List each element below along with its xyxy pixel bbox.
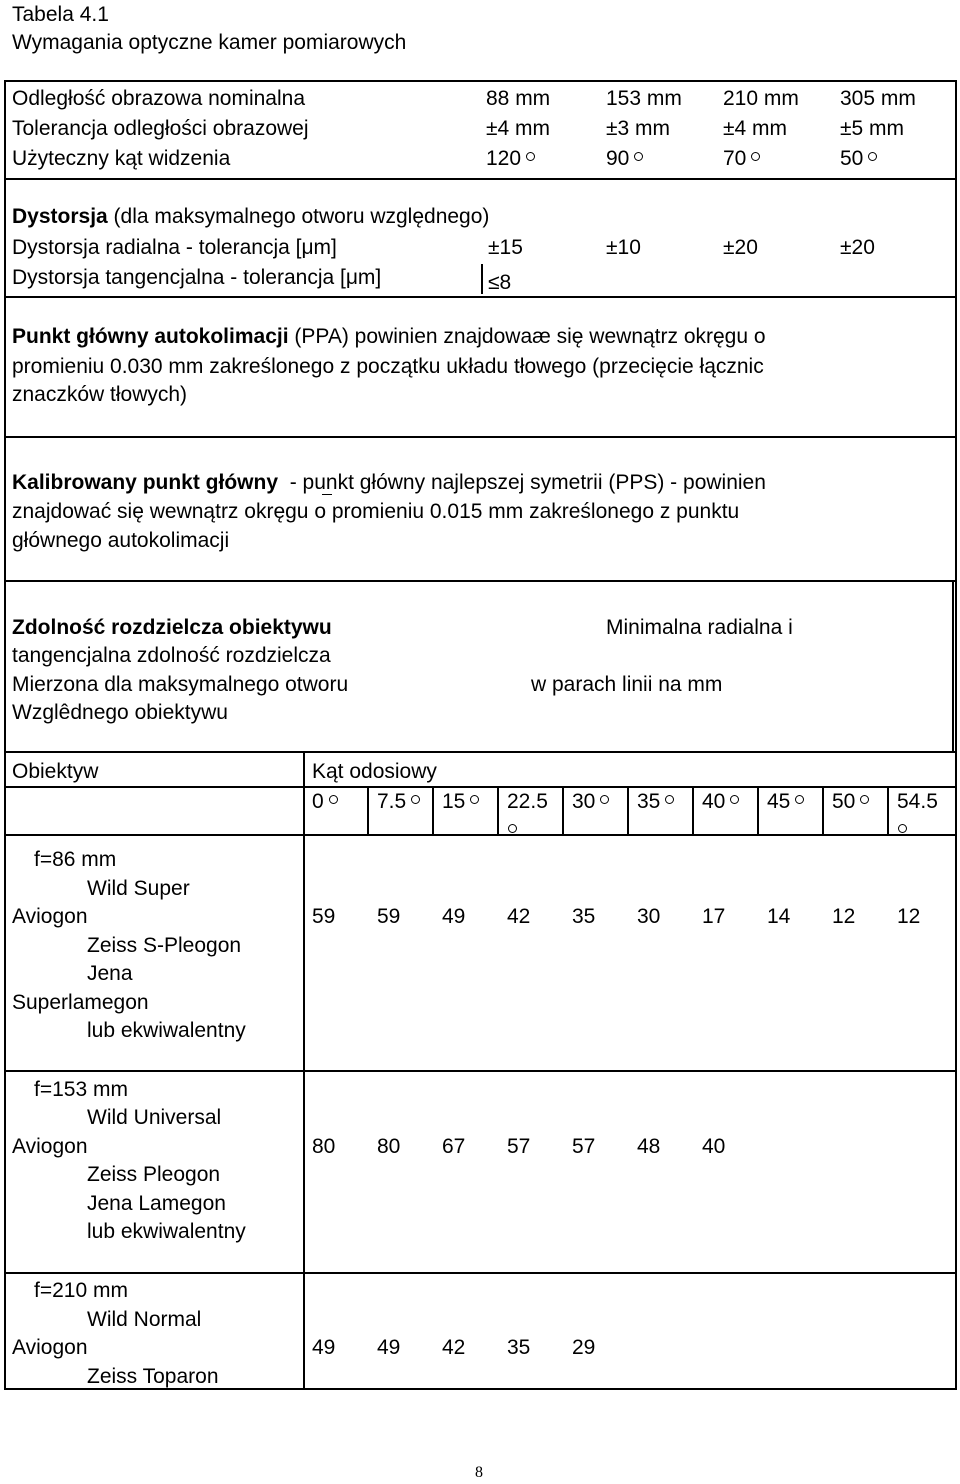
cell-value: ±5 mm [840, 117, 905, 140]
lens-name: Zeiss Toparon [87, 1365, 219, 1388]
cell-value: 50 [840, 148, 877, 169]
degree-symbol [329, 795, 338, 804]
angle-cell: 7.5 [377, 791, 420, 812]
resolution-value: 80 [312, 1135, 336, 1158]
resolution-value: 35 [507, 1336, 531, 1359]
resolution-title: Zdolność rozdzielcza obiektywu [12, 616, 332, 639]
degree-symbol [795, 795, 804, 804]
degree-symbol [860, 795, 869, 804]
rule-bottom [4, 1388, 957, 1390]
lens-name: Wild Normal [87, 1308, 202, 1331]
cell-value: 210 mm [723, 87, 799, 110]
degree-symbol [730, 795, 739, 804]
resolution-value: 42 [507, 905, 531, 928]
header-rule [4, 786, 957, 788]
table-number: Tabela 4.1 [12, 3, 109, 26]
degree-symbol [898, 824, 907, 833]
cell-divider [481, 264, 483, 294]
rule-pps-bottom [4, 580, 957, 582]
lens-name: lub ekwiwalentny [87, 1019, 246, 1042]
row-label: Użyteczny kąt widzenia [12, 147, 231, 170]
lens-name: Zeiss Pleogon [87, 1163, 221, 1186]
resolution-value: 59 [312, 905, 336, 928]
resolution-value: 30 [637, 905, 661, 928]
angle-cell: 22.5 [507, 790, 548, 813]
cell-value: 153 mm [606, 87, 682, 110]
angle-divider [497, 786, 499, 834]
border-right-inner [952, 582, 954, 752]
angle-cell: 45 [767, 791, 804, 812]
lens-name: Aviogon [12, 905, 88, 928]
cell-value: ±20 [723, 236, 758, 259]
border-right [955, 80, 957, 1390]
angle-cell: 40 [702, 791, 739, 812]
angle-cell: 15 [442, 791, 479, 812]
pps-line: głównego autokolimacji [12, 529, 230, 552]
resolution-value: 12 [832, 905, 856, 928]
lens-name: Jena [87, 962, 133, 985]
ppa-line: znaczków tłowych) [12, 383, 188, 406]
degree-symbol [751, 152, 760, 161]
angle-divider [887, 786, 889, 834]
rule-ppa-bottom [4, 436, 957, 438]
cell-value: ±3 mm [606, 117, 671, 140]
angle-cell: 0 [312, 791, 338, 812]
degree-symbol [526, 152, 535, 161]
resolution-value: 12 [897, 905, 921, 928]
page-number: 8 [475, 1464, 483, 1481]
rule-top [4, 80, 957, 82]
cell-value: ±15 [488, 236, 523, 259]
lens-name: f=210 mm [34, 1279, 128, 1302]
angle-divider [692, 786, 694, 834]
rule-optics-bottom [4, 178, 957, 180]
ppa-line: promieniu 0.030 mm zakreślonego z początku układu tłowego (przecięcie łącznic [12, 355, 764, 378]
resolution-value: 67 [442, 1135, 466, 1158]
angle-divider [562, 786, 564, 834]
angle-cell: 30 [572, 791, 609, 812]
row-label: Tolerancja odległości obrazowej [12, 117, 309, 140]
resolution-value: 80 [377, 1135, 401, 1158]
resolution-value: 49 [442, 905, 466, 928]
cell-value: 70 [723, 148, 760, 169]
angle-divider [627, 786, 629, 834]
resolution-line: Wzglêdnego obiektywu [12, 701, 228, 724]
degree-symbol [868, 152, 877, 161]
ppa-line: Punkt główny autokolimacji (PPA) powinien znajdowaæ się wewnątrz okręgu o [12, 325, 766, 348]
cell-value: 88 mm [486, 87, 551, 110]
radial-label: Dystorsja radialna - tolerancja [μm] [12, 236, 337, 259]
angle-divider [822, 786, 824, 834]
underline-mark [322, 494, 332, 495]
angle-divider [757, 786, 759, 834]
angle-divider [432, 786, 434, 834]
resolution-value: 49 [377, 1336, 401, 1359]
cell-value: 120 [486, 148, 535, 169]
lens-name: f=153 mm [34, 1078, 128, 1101]
lens-name: f=86 mm [34, 848, 117, 871]
resolution-value: 42 [442, 1336, 466, 1359]
rule-resolution-bottom [4, 751, 957, 753]
degree-symbol [470, 795, 479, 804]
lens-name: Aviogon [12, 1336, 88, 1359]
row-label: Odległość obrazowa nominalna [12, 87, 306, 110]
cell-value: ±4 mm [723, 117, 788, 140]
angle-cell: 50 [832, 791, 869, 812]
degree-symbol [600, 795, 609, 804]
cell-value: ±4 mm [486, 117, 551, 140]
resolution-value: 48 [637, 1135, 661, 1158]
lens-name: Jena Lamegon [87, 1192, 226, 1215]
cell-value: 305 mm [840, 87, 916, 110]
pps-line: znajdować się wewnątrz okręgu o promieniu 0.015 mm zakreślonego z punktu [12, 500, 740, 523]
pps-line: Kalibrowany punkt główny - punkt główny najlepszej symetrii (PPS) - powinien [12, 471, 766, 494]
degree-symbol [634, 152, 643, 161]
table-title: Wymagania optyczne kamer pomiarowych [12, 31, 407, 54]
angle-row-rule [4, 834, 957, 836]
border-left [4, 80, 6, 1390]
resolution-value: 40 [702, 1135, 726, 1158]
lens-name: lub ekwiwalentny [87, 1220, 246, 1243]
rule-distortion-bottom [4, 296, 957, 298]
lens-name: Superlamegon [12, 991, 149, 1014]
angle-divider [367, 786, 369, 834]
distortion-heading: Dystorsja (dla maksymalnego otworu względnego) [12, 205, 490, 228]
resolution-value: 59 [377, 905, 401, 928]
angle-cell: 35 [637, 791, 674, 812]
degree-symbol [508, 824, 517, 833]
resolution-value: 14 [767, 905, 791, 928]
angle-header: Kąt odosiowy [312, 760, 437, 783]
tangential-label: Dystorsja tangencjalna - tolerancja [μm] [12, 266, 382, 289]
resolution-value: 57 [572, 1135, 596, 1158]
lens-name: Zeiss S-Pleogon [87, 934, 242, 957]
cell-value: ≤8 [488, 271, 512, 294]
resolution-value: 57 [507, 1135, 531, 1158]
resolution-line: Mierzona dla maksymalnego otworu [12, 673, 349, 696]
cell-value: 90 [606, 148, 643, 169]
degree-symbol [411, 795, 420, 804]
degree-symbol [665, 795, 674, 804]
resolution-right: Minimalna radialna i [606, 616, 793, 639]
lens-header: Obiektyw [12, 760, 99, 783]
resolution-line: tangencjalna zdolność rozdzielcza [12, 644, 331, 667]
lens-name: Wild Super [87, 877, 190, 900]
resolution-value: 29 [572, 1336, 596, 1359]
resolution-value: 35 [572, 905, 596, 928]
resolution-value: 17 [702, 905, 726, 928]
lens-name: Aviogon [12, 1135, 88, 1158]
resolution-right: w parach linii na mm [531, 673, 723, 696]
lens-name: Wild Universal [87, 1106, 222, 1129]
less-equal-symbol: ≤ [488, 271, 500, 294]
cell-value: ±20 [840, 236, 875, 259]
resolution-value: 49 [312, 1336, 336, 1359]
angle-cell: 54.5 [897, 790, 938, 813]
lens-rule [4, 1272, 957, 1274]
cell-value: ±10 [606, 236, 641, 259]
lens-rule [4, 1070, 957, 1072]
